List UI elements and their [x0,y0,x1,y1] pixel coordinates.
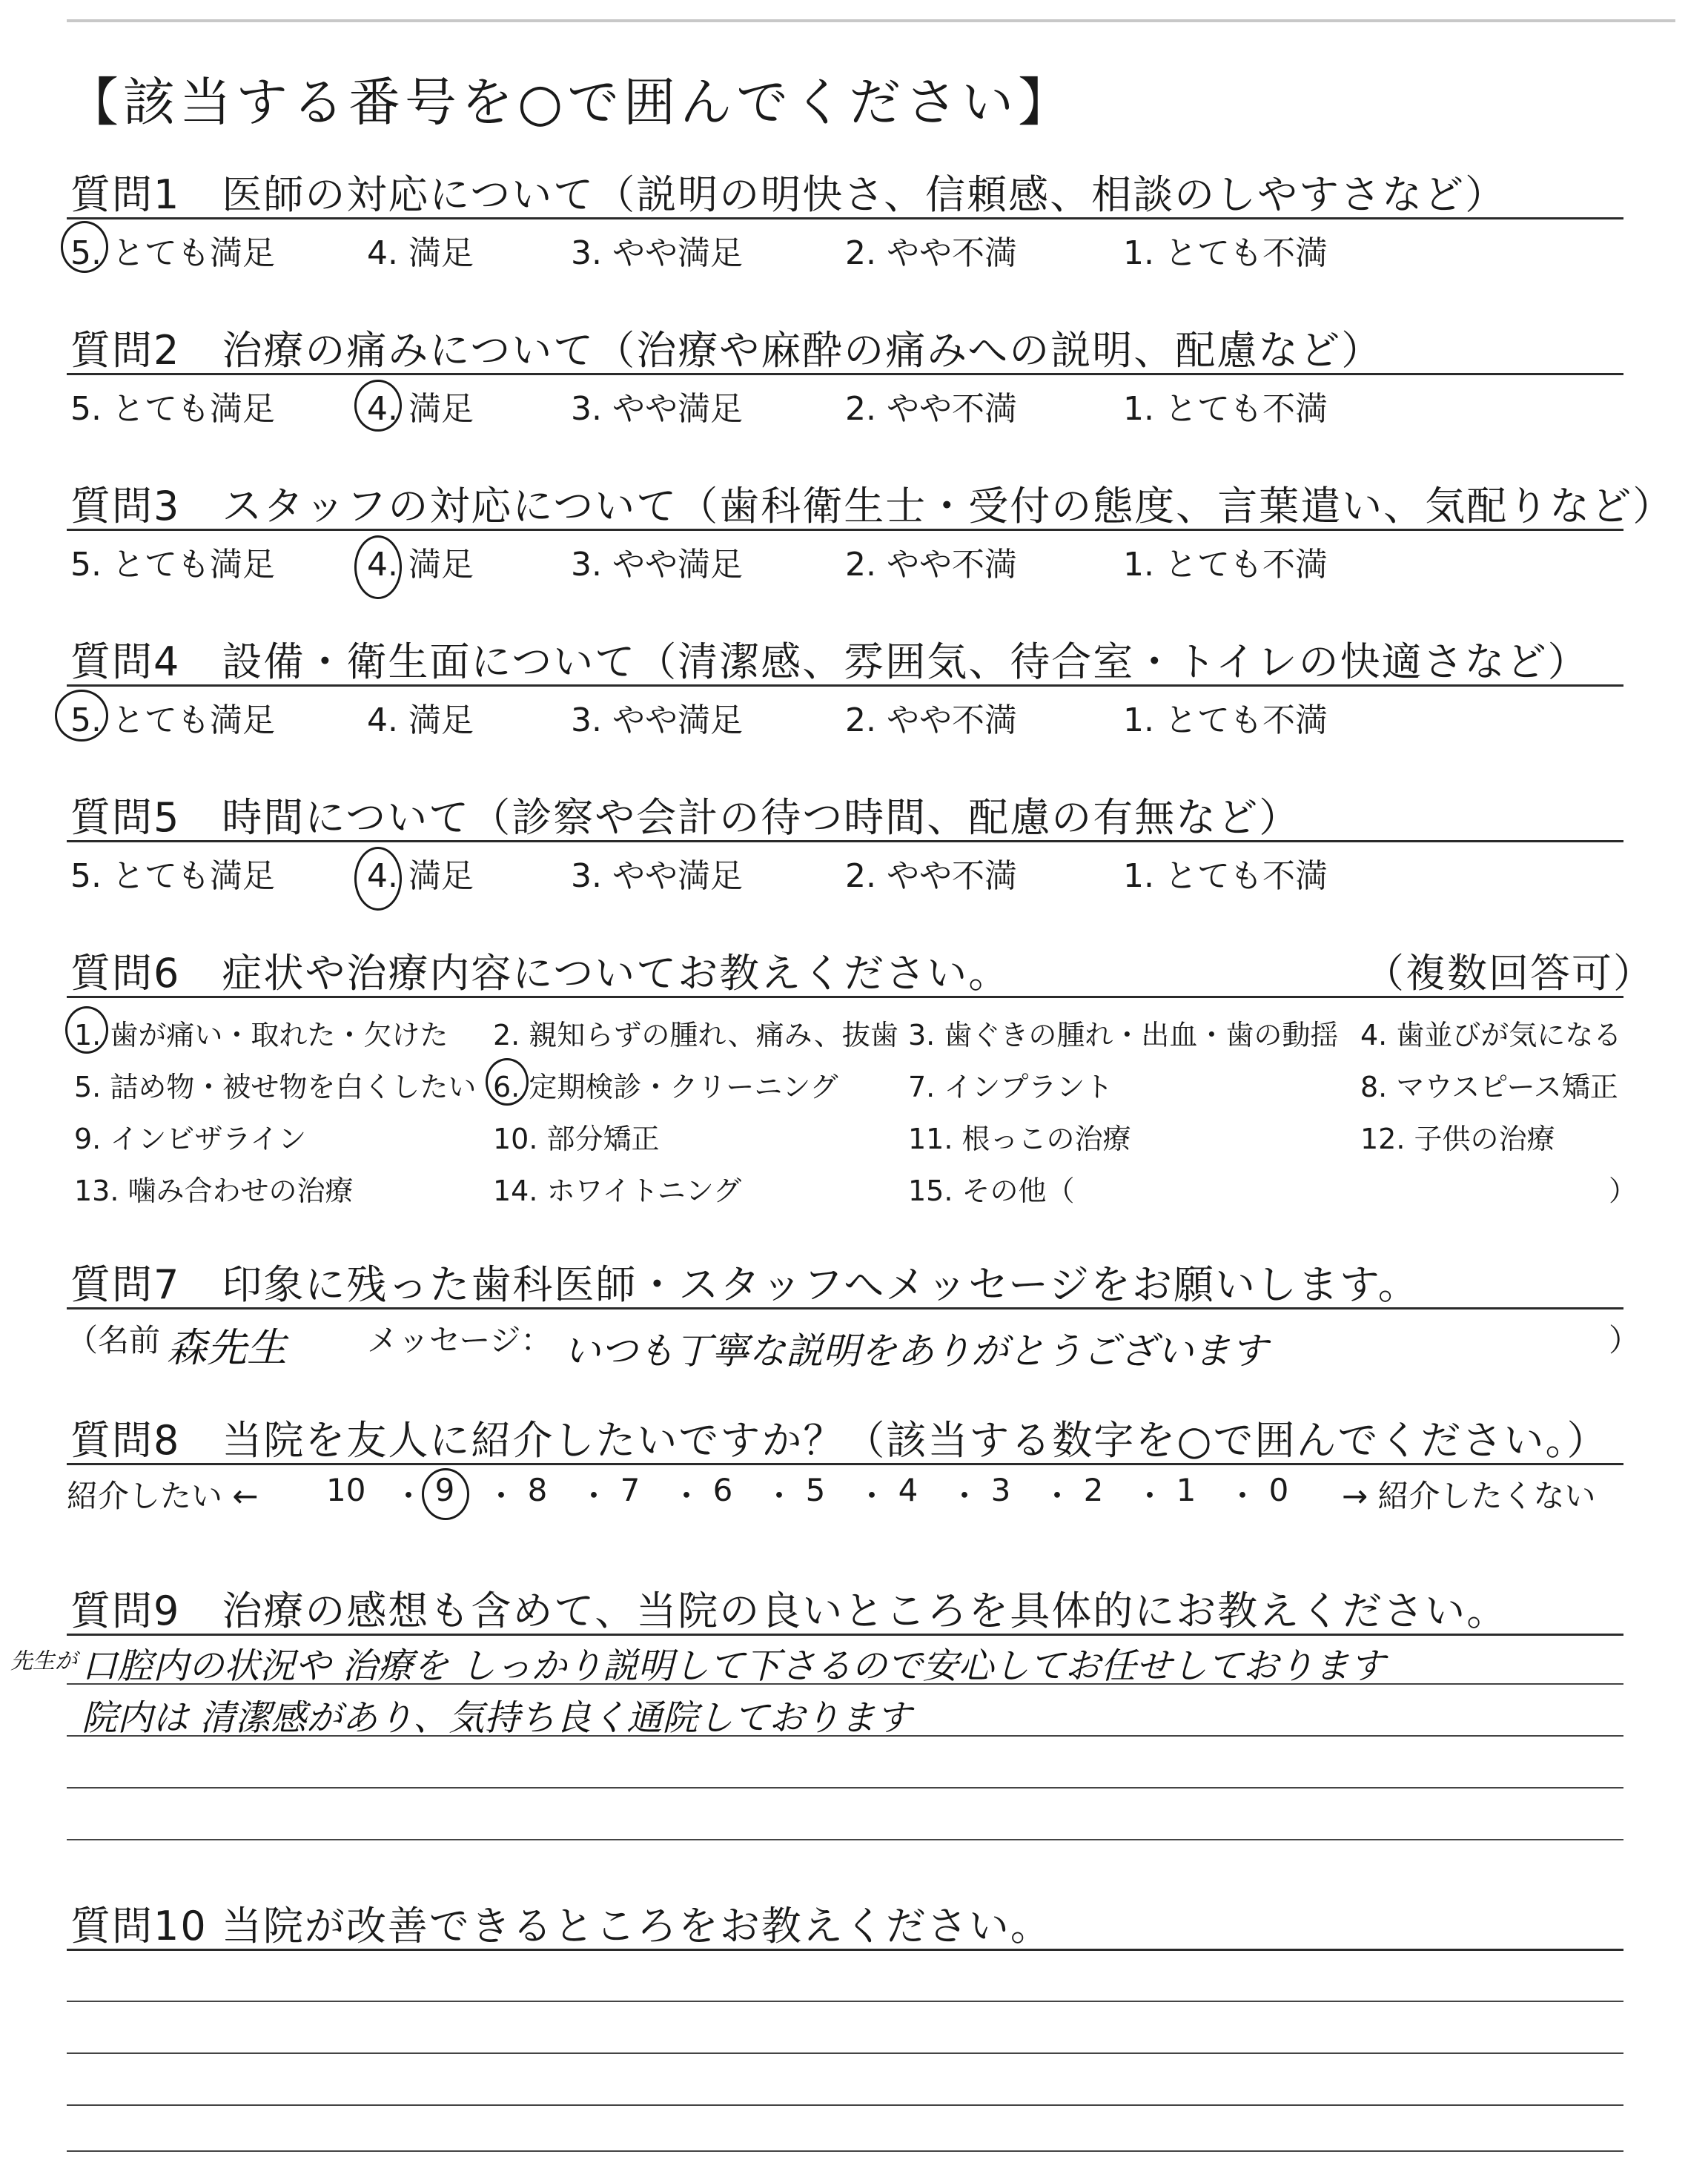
q3-option-4[interactable]: 4. 満足 [367,546,474,584]
q5-option-1[interactable]: 1. とても不満 [1123,857,1328,895]
q6-option-15[interactable]: 15. その他（ [908,1175,1075,1207]
question-7-title: 質問7 印象に残った歯科医師・スタッフへメッセージをお願いします。 [70,1261,1420,1308]
q8-sep: ・ [393,1478,425,1514]
question-5-title: 質問5 時間について（診察や会計の待つ時間、配慮の有無など） [70,794,1301,841]
q6-option-6[interactable]: 6. 定期検診・クリーニング [493,1071,838,1103]
question-6-title: 質問6 症状や治療内容についてお教えください。 [70,950,1010,997]
q8-sep: ・ [1134,1478,1166,1514]
q5-option-5[interactable]: 5. とても満足 [70,857,275,895]
q3-option-5[interactable]: 5. とても満足 [70,546,275,584]
q10-line-4 [67,2150,1623,2152]
question-2-rule [67,373,1623,375]
q9-line-2 [67,1735,1623,1737]
q3-option-2[interactable]: 2. やや不満 [845,546,1017,584]
q8-sep: ・ [671,1478,703,1514]
q4-selected-circle [55,690,108,742]
q8-scale-8[interactable]: 8 [527,1472,548,1508]
question-8-rule [67,1463,1623,1465]
q8-scale-6[interactable]: 6 [712,1472,733,1508]
q6-option-5[interactable]: 5. 詰め物・被せ物を白くしたい [74,1071,477,1103]
question-4-title: 質問4 設備・衛生面について（清潔感、雰囲気、待合室・トイレの快適さなど） [70,638,1589,685]
q5-selected-circle [354,847,402,911]
q9-line-1 [67,1683,1623,1685]
q2-option-5[interactable]: 5. とても満足 [70,390,275,428]
q8-scale-5[interactable]: 5 [805,1472,826,1508]
q8-scale-4[interactable]: 4 [898,1472,918,1508]
q6-option-3[interactable]: 3. 歯ぐきの腫れ・出血・歯の動揺 [908,1019,1339,1051]
question-6-note: （複数回答可） [1364,950,1655,997]
question-9-title: 質問9 治療の感想も含めて、当院の良いところを具体的にお教えください。 [70,1588,1509,1634]
q6-option-13[interactable]: 13. 噛み合わせの治療 [74,1175,354,1207]
q3-option-3[interactable]: 3. やや満足 [571,546,743,584]
q6-option-7[interactable]: 7. インプラント [908,1071,1113,1103]
q2-option-2[interactable]: 2. やや不満 [845,390,1017,428]
q9-answer-line-1[interactable]: 口腔内の状況や 治療を しっかり説明して下さるので安心してお任せしております [82,1645,1386,1687]
q7-message-label: メッセージ： [367,1322,552,1358]
question-1-rule [67,217,1623,219]
question-10-title: 質問10 当院が改善できるところをお教えください。 [70,1903,1052,1949]
q7-name-value[interactable]: 森先生 [167,1324,287,1371]
q10-line-2 [67,2052,1623,2054]
q3-selected-circle [354,535,402,599]
q9-answer-line-2[interactable]: 院内は 清潔感があり、気持ち良く通院しております [82,1697,912,1739]
q6-option-4[interactable]: 4. 歯並びが気になる [1360,1019,1622,1051]
q2-option-4[interactable]: 4. 満足 [367,390,474,428]
question-2-title: 質問2 治療の痛みについて（治療や麻酔の痛みへの説明、配慮など） [70,327,1383,374]
q10-line-3 [67,2104,1623,2106]
q1-option-3[interactable]: 3. やや満足 [571,234,743,272]
question-5-rule [67,840,1623,842]
q1-selected-circle [61,221,108,273]
q8-scale-0[interactable]: 0 [1268,1472,1289,1508]
q9-line-4 [67,1839,1623,1840]
q10-line-1 [67,2001,1623,2002]
question-4-rule [67,684,1623,687]
q8-left-label: 紹介したい ← [67,1478,259,1514]
question-3-rule [67,529,1623,531]
instruction-heading: 【該当する番号を○で囲んでください】 [67,72,1075,133]
q4-option-3[interactable]: 3. やや満足 [571,701,743,739]
q1-option-4[interactable]: 4. 満足 [367,234,474,272]
q8-sep: ・ [578,1478,610,1514]
q7-message-value[interactable]: いつも丁寧な説明をありがとうございます [563,1330,1268,1373]
q6-selected-circle-6 [486,1058,529,1106]
question-9-rule [67,1634,1623,1636]
q1-option-1[interactable]: 1. とても不満 [1123,234,1328,272]
q4-option-2[interactable]: 2. やや不満 [845,701,1017,739]
q8-scale-7[interactable]: 7 [620,1472,640,1508]
q6-option-12[interactable]: 12. 子供の治療 [1360,1123,1555,1155]
q6-option-10[interactable]: 10. 部分矯正 [493,1123,660,1155]
question-3-title: 質問3 スタッフの対応について（歯科衛生士・受付の態度、言葉遣い、気配りなど） [70,483,1675,529]
q8-sep: ・ [1227,1478,1259,1514]
q6-option-11[interactable]: 11. 根っこの治療 [908,1123,1131,1155]
top-border [67,19,1675,22]
q9-margin-note: 先生が [10,1648,77,1674]
q9-line-3 [67,1787,1623,1789]
q4-option-5[interactable]: 5. とても満足 [70,701,275,739]
q2-option-1[interactable]: 1. とても不満 [1123,390,1328,428]
q6-option-14[interactable]: 14. ホワイトニング [493,1175,742,1207]
q8-sep: ・ [486,1478,517,1514]
q2-option-3[interactable]: 3. やや満足 [571,390,743,428]
q8-scale-2[interactable]: 2 [1083,1472,1104,1508]
q8-sep: ・ [1042,1478,1073,1514]
q6-close-paren: ） [1609,1175,1638,1207]
q2-selected-circle [354,380,402,432]
q6-option-8[interactable]: 8. マウスピース矯正 [1360,1071,1618,1103]
question-8-title: 質問8 当院を友人に紹介したいですか？（該当する数字を○で囲んでください。） [70,1417,1609,1464]
question-6-rule [67,996,1623,998]
q5-option-2[interactable]: 2. やや不満 [845,857,1017,895]
q8-sep: ・ [764,1478,795,1514]
q1-option-2[interactable]: 2. やや不満 [845,234,1017,272]
q8-right-label: → 紹介したくない [1342,1478,1596,1514]
q6-option-1[interactable]: 1. 歯が痛い・取れた・欠けた [74,1019,448,1051]
q5-option-3[interactable]: 3. やや満足 [571,857,743,895]
q7-close-paren: ） [1609,1322,1641,1358]
q8-scale-10[interactable]: 10 [326,1472,366,1508]
q5-option-4[interactable]: 4. 満足 [367,857,474,895]
q3-option-1[interactable]: 1. とても不満 [1123,546,1328,584]
q4-option-1[interactable]: 1. とても不満 [1123,701,1328,739]
q6-option-2[interactable]: 2. 親知らずの腫れ、痛み、抜歯 [493,1019,898,1051]
q8-scale-1[interactable]: 1 [1176,1472,1196,1508]
q8-sep: ・ [856,1478,888,1514]
q1-option-5[interactable]: 5. とても満足 [70,234,275,272]
q6-option-9[interactable]: 9. インビザライン [74,1123,307,1155]
q4-option-4[interactable]: 4. 満足 [367,701,474,739]
question-7-rule [67,1307,1623,1309]
q8-scale-9[interactable]: 9 [434,1472,455,1508]
q8-selected-circle [422,1468,469,1520]
q6-selected-circle-1 [65,1006,108,1054]
question-1-title: 質問1 医師の対応について（説明の明快さ、信頼感、相談のしやすさなど） [70,171,1507,218]
q8-scale-3[interactable]: 3 [990,1472,1011,1508]
q8-sep: ・ [949,1478,981,1514]
q7-name-label: （名前 [67,1322,161,1358]
question-10-rule [67,1949,1623,1951]
